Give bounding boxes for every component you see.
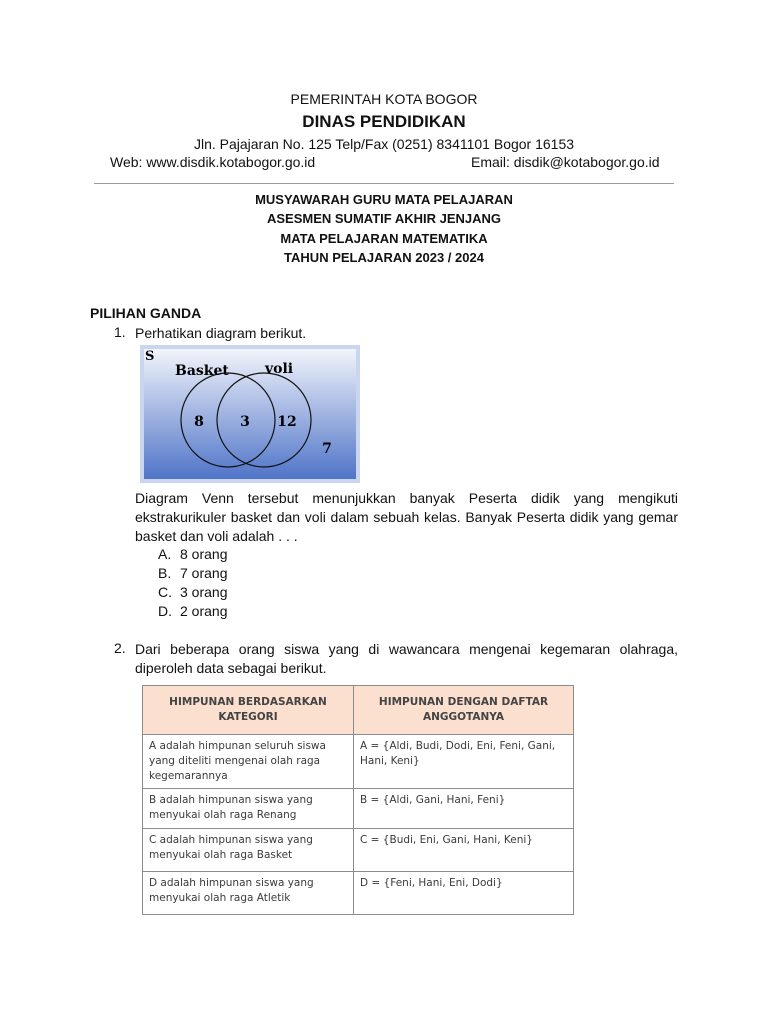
table-cell-category: C adalah himpunan siswa yang menyukai olah raga Basket <box>143 829 354 872</box>
venn-value-both: 3 <box>240 414 250 430</box>
option-letter: A. <box>158 546 172 562</box>
table-row <box>143 735 574 789</box>
table-cell-members: C = {Budi, Eni, Gani, Hani, Keni} <box>354 829 574 872</box>
table-row <box>143 829 574 872</box>
table-cell-category: A adalah himpunan seluruh siswa yang diteliti mengenai olah raga kegemarannya <box>143 735 354 789</box>
option-text: 2 orang <box>180 603 228 619</box>
question-1-number: 1. <box>114 324 126 340</box>
table-cell-category: D adalah himpunan siswa yang menyukai olah raga Atletik <box>143 872 354 915</box>
option-letter: B. <box>158 565 172 581</box>
venn-basket-label: Basket <box>175 363 229 379</box>
option-a[interactable] <box>158 546 227 562</box>
header-department: DINAS PENDIDIKAN <box>302 112 466 131</box>
venn-value-voli-only: 12 <box>277 414 297 430</box>
table-header-members: HIMPUNAN DENGAN DAFTAR ANGGOTANYA <box>354 686 574 735</box>
option-d[interactable] <box>158 603 227 619</box>
table-cell-members: B = {Aldi, Gani, Hani, Feni} <box>354 789 574 829</box>
question-1-text: Diagram Venn tersebut menunjukkan banyak Peserta didik yang mengikuti ekstrakurikuler basket dan voli dalam sebuah kelas. Banyak Peserta didik yang gemar basket dan voli adalah . . . <box>135 490 678 544</box>
question-1-intro: Perhatikan diagram berikut. <box>135 325 307 341</box>
table-cell-members: D = {Feni, Hani, Eni, Dodi} <box>354 872 574 915</box>
option-letter: D. <box>158 603 172 619</box>
option-text: 3 orang <box>180 584 228 600</box>
option-text: 7 orang <box>180 565 228 581</box>
option-text: 8 orang <box>180 546 228 562</box>
venn-diagram <box>140 345 360 483</box>
header-email: Email: disdik@kotabogor.go.id <box>471 154 660 170</box>
title-line-1: MUSYAWARAH GURU MATA PELAJARAN <box>255 192 513 207</box>
header-address: Jln. Pajajaran No. 125 Telp/Fax (0251) 8341101 Bogor 16153 <box>193 136 575 152</box>
title-line-3: MATA PELAJARAN MATEMATIKA <box>280 231 488 246</box>
table-cell-category: B adalah himpunan siswa yang menyukai olah raga Renang <box>143 789 354 829</box>
title-line-2: ASESMEN SUMATIF AKHIR JENJANG <box>266 211 502 226</box>
header-website: Web: www.disdik.kotabogor.go.id <box>110 154 316 170</box>
question-2-number: 2. <box>114 640 126 656</box>
table-header-category: HIMPUNAN BERDASARKAN KATEGORI <box>143 686 354 735</box>
option-letter: C. <box>158 584 172 600</box>
table-cell-members: A = {Aldi, Budi, Dodi, Eni, Feni, Gani, Hani, Keni} <box>354 735 574 789</box>
sets-table <box>142 685 574 915</box>
venn-value-basket-only: 8 <box>194 414 204 430</box>
table-header-row <box>143 686 574 735</box>
question-2-text: Dari beberapa orang siswa yang di wawancara mengenai kegemaran olahraga, diperoleh data sebagai berikut. <box>135 641 678 676</box>
section-heading: PILIHAN GANDA <box>90 305 202 321</box>
header-government: PEMERINTAH KOTA BOGOR <box>290 91 478 107</box>
option-c[interactable] <box>158 584 227 600</box>
table-row <box>143 872 574 915</box>
table-row <box>143 789 574 829</box>
header-divider <box>94 183 674 184</box>
title-line-4: TAHUN PELAJARAN 2023 / 2024 <box>284 250 484 265</box>
venn-universe-label: S <box>145 349 155 364</box>
venn-value-outside: 7 <box>322 441 332 457</box>
venn-voli-label: voli <box>265 361 294 377</box>
option-b[interactable] <box>158 565 227 581</box>
